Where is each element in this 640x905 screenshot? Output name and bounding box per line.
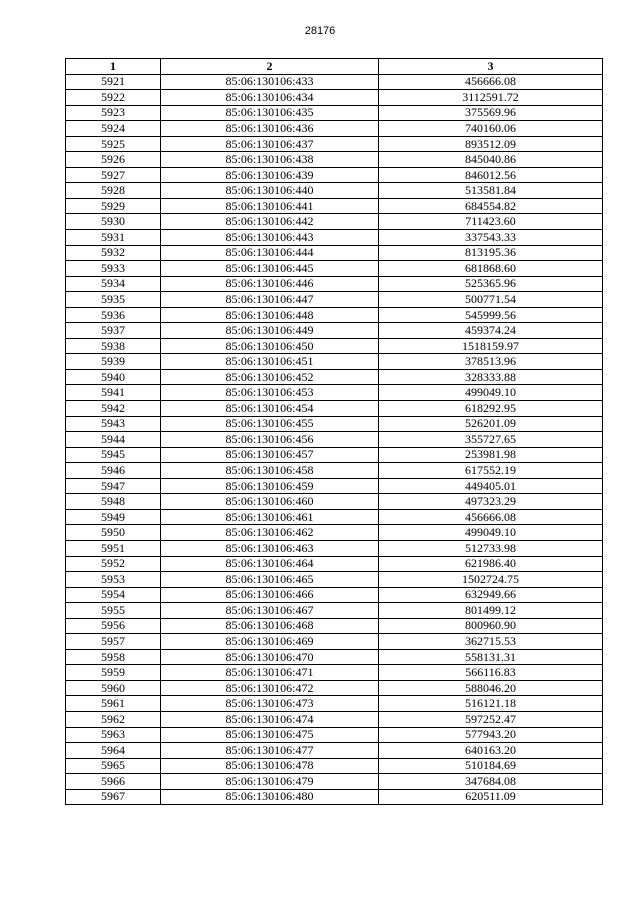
table-cell: 85:06:130106:479	[161, 774, 379, 790]
table-row	[66, 665, 603, 681]
table-cell: 681868.60	[379, 261, 603, 277]
table-cell: 85:06:130106:458	[161, 463, 379, 479]
table-row	[66, 494, 603, 510]
table-header-row	[66, 59, 603, 75]
table-cell: 85:06:130106:441	[161, 198, 379, 214]
table-cell: 1518159.97	[379, 338, 603, 354]
table-cell: 5925	[66, 136, 161, 152]
table-row	[66, 198, 603, 214]
table-cell: 5953	[66, 572, 161, 588]
table-cell: 800960.90	[379, 618, 603, 634]
table-cell: 526201.09	[379, 416, 603, 432]
table-row	[66, 680, 603, 696]
table-row	[66, 105, 603, 121]
table-cell: 85:06:130106:460	[161, 494, 379, 510]
table-cell: 456666.08	[379, 509, 603, 525]
table-cell: 85:06:130106:468	[161, 618, 379, 634]
table-cell: 5929	[66, 198, 161, 214]
table-cell: 5949	[66, 509, 161, 525]
table-cell: 499049.10	[379, 525, 603, 541]
table-row	[66, 292, 603, 308]
table-cell: 5928	[66, 183, 161, 199]
table-cell: 5966	[66, 774, 161, 790]
table-cell: 85:06:130106:445	[161, 261, 379, 277]
table-cell: 5946	[66, 463, 161, 479]
table-cell: 378513.96	[379, 354, 603, 370]
table-cell: 621986.40	[379, 556, 603, 572]
table-cell: 253981.98	[379, 447, 603, 463]
table-cell: 85:06:130106:469	[161, 634, 379, 650]
table-row	[66, 634, 603, 650]
table-cell: 618292.95	[379, 401, 603, 417]
table-cell: 85:06:130106:442	[161, 214, 379, 230]
table-cell: 5961	[66, 696, 161, 712]
table-cell: 5962	[66, 711, 161, 727]
table-cell: 85:06:130106:465	[161, 572, 379, 588]
table-cell: 5930	[66, 214, 161, 230]
table-cell: 375569.96	[379, 105, 603, 121]
table-cell: 545999.56	[379, 307, 603, 323]
table-cell: 5964	[66, 743, 161, 759]
table-cell: 5958	[66, 649, 161, 665]
table-cell: 85:06:130106:467	[161, 603, 379, 619]
table-cell: 588046.20	[379, 680, 603, 696]
table-row	[66, 74, 603, 90]
table-cell: 5959	[66, 665, 161, 681]
table-cell: 5938	[66, 338, 161, 354]
table-cell: 5926	[66, 152, 161, 168]
table-cell: 85:06:130106:475	[161, 727, 379, 743]
table-cell: 1502724.75	[379, 572, 603, 588]
table-row	[66, 323, 603, 339]
table-cell: 617552.19	[379, 463, 603, 479]
table-cell: 5960	[66, 680, 161, 696]
table-cell: 85:06:130106:444	[161, 245, 379, 261]
table-cell: 620511.09	[379, 789, 603, 805]
table-cell: 5936	[66, 307, 161, 323]
table-row	[66, 758, 603, 774]
table-row	[66, 121, 603, 137]
table-cell: 500771.54	[379, 292, 603, 308]
table-cell: 510184.69	[379, 758, 603, 774]
table-cell: 5923	[66, 105, 161, 121]
table-cell: 85:06:130106:470	[161, 649, 379, 665]
table-row	[66, 354, 603, 370]
table-cell: 5940	[66, 369, 161, 385]
table-row	[66, 711, 603, 727]
table-row	[66, 230, 603, 246]
table-cell: 5945	[66, 447, 161, 463]
table-cell: 5935	[66, 292, 161, 308]
table-row	[66, 587, 603, 603]
column-header: 3	[379, 59, 603, 75]
table-row	[66, 463, 603, 479]
data-table	[65, 58, 603, 805]
table-row	[66, 90, 603, 106]
table-cell: 5943	[66, 416, 161, 432]
table-cell: 5941	[66, 385, 161, 401]
table-cell: 5927	[66, 167, 161, 183]
table-cell: 85:06:130106:471	[161, 665, 379, 681]
table-row	[66, 649, 603, 665]
table-cell: 355727.65	[379, 432, 603, 448]
table-cell: 5933	[66, 261, 161, 277]
table-cell: 632949.66	[379, 587, 603, 603]
table-cell: 5932	[66, 245, 161, 261]
table-row	[66, 774, 603, 790]
table-cell: 893512.09	[379, 136, 603, 152]
table-row	[66, 385, 603, 401]
table-row	[66, 696, 603, 712]
table-row	[66, 307, 603, 323]
table-row	[66, 245, 603, 261]
table-cell: 85:06:130106:464	[161, 556, 379, 572]
table-row	[66, 509, 603, 525]
table-row	[66, 401, 603, 417]
table-cell: 85:06:130106:437	[161, 136, 379, 152]
table-row	[66, 261, 603, 277]
table-cell: 459374.24	[379, 323, 603, 339]
table-cell: 85:06:130106:477	[161, 743, 379, 759]
table-cell: 456666.08	[379, 74, 603, 90]
table-cell: 5942	[66, 401, 161, 417]
table-cell: 337543.33	[379, 230, 603, 246]
column-header: 2	[161, 59, 379, 75]
table-cell: 5944	[66, 432, 161, 448]
table-cell: 85:06:130106:454	[161, 401, 379, 417]
table-cell: 85:06:130106:455	[161, 416, 379, 432]
table-cell: 85:06:130106:459	[161, 478, 379, 494]
table-cell: 497323.29	[379, 494, 603, 510]
table-cell: 85:06:130106:438	[161, 152, 379, 168]
table-cell: 684554.82	[379, 198, 603, 214]
table-cell: 512733.98	[379, 540, 603, 556]
table-cell: 85:06:130106:474	[161, 711, 379, 727]
table-row	[66, 276, 603, 292]
table-cell: 5965	[66, 758, 161, 774]
table-cell: 85:06:130106:451	[161, 354, 379, 370]
table-cell: 5967	[66, 789, 161, 805]
table-row	[66, 727, 603, 743]
table-cell: 85:06:130106:433	[161, 74, 379, 90]
table-cell: 85:06:130106:448	[161, 307, 379, 323]
table-cell: 5937	[66, 323, 161, 339]
table-cell: 5947	[66, 478, 161, 494]
table-cell: 85:06:130106:447	[161, 292, 379, 308]
table-cell: 813195.36	[379, 245, 603, 261]
table-cell: 5952	[66, 556, 161, 572]
table-row	[66, 540, 603, 556]
table-cell: 85:06:130106:434	[161, 90, 379, 106]
table-row	[66, 416, 603, 432]
table-cell: 640163.20	[379, 743, 603, 759]
table-cell: 801499.12	[379, 603, 603, 619]
table-cell: 5934	[66, 276, 161, 292]
table-cell: 5950	[66, 525, 161, 541]
table-cell: 85:06:130106:462	[161, 525, 379, 541]
table-cell: 85:06:130106:457	[161, 447, 379, 463]
table-cell: 5954	[66, 587, 161, 603]
table-cell: 5939	[66, 354, 161, 370]
table-cell: 449405.01	[379, 478, 603, 494]
table-cell: 525365.96	[379, 276, 603, 292]
table-cell: 5955	[66, 603, 161, 619]
table-cell: 85:06:130106:435	[161, 105, 379, 121]
table-cell: 577943.20	[379, 727, 603, 743]
table-row	[66, 618, 603, 634]
table-cell: 85:06:130106:472	[161, 680, 379, 696]
table-cell: 597252.47	[379, 711, 603, 727]
table-cell: 846012.56	[379, 167, 603, 183]
table-row	[66, 525, 603, 541]
table-cell: 362715.53	[379, 634, 603, 650]
table-cell: 740160.06	[379, 121, 603, 137]
table-cell: 85:06:130106:436	[161, 121, 379, 137]
table-row	[66, 789, 603, 805]
table-cell: 5951	[66, 540, 161, 556]
table-cell: 711423.60	[379, 214, 603, 230]
table-cell: 85:06:130106:473	[161, 696, 379, 712]
table-row	[66, 369, 603, 385]
table-cell: 5963	[66, 727, 161, 743]
table-cell: 513581.84	[379, 183, 603, 199]
table-cell: 845040.86	[379, 152, 603, 168]
column-header: 1	[66, 59, 161, 75]
table-row	[66, 152, 603, 168]
table-cell: 85:06:130106:450	[161, 338, 379, 354]
table-cell: 85:06:130106:453	[161, 385, 379, 401]
table-row	[66, 743, 603, 759]
table-cell: 85:06:130106:466	[161, 587, 379, 603]
table-row	[66, 214, 603, 230]
table-cell: 85:06:130106:440	[161, 183, 379, 199]
table-body	[66, 74, 603, 805]
table-cell: 85:06:130106:443	[161, 230, 379, 246]
table-cell: 5921	[66, 74, 161, 90]
table-row	[66, 167, 603, 183]
table-cell: 5924	[66, 121, 161, 137]
table-row	[66, 572, 603, 588]
table-cell: 5957	[66, 634, 161, 650]
table-cell: 566116.83	[379, 665, 603, 681]
table-cell: 85:06:130106:478	[161, 758, 379, 774]
table-row	[66, 432, 603, 448]
table-row	[66, 556, 603, 572]
table-row	[66, 136, 603, 152]
table-cell: 85:06:130106:480	[161, 789, 379, 805]
table-cell: 85:06:130106:449	[161, 323, 379, 339]
table-cell: 85:06:130106:439	[161, 167, 379, 183]
page-number: 28176	[304, 25, 336, 37]
table-row	[66, 183, 603, 199]
table-cell: 5922	[66, 90, 161, 106]
table-cell: 5956	[66, 618, 161, 634]
table-cell: 5948	[66, 494, 161, 510]
table-cell: 558131.31	[379, 649, 603, 665]
table-cell: 328333.88	[379, 369, 603, 385]
table-cell: 3112591.72	[379, 90, 603, 106]
table-row	[66, 603, 603, 619]
table-cell: 85:06:130106:456	[161, 432, 379, 448]
table-cell: 85:06:130106:461	[161, 509, 379, 525]
table-cell: 85:06:130106:463	[161, 540, 379, 556]
table-cell: 347684.08	[379, 774, 603, 790]
table-row	[66, 478, 603, 494]
table-cell: 516121.18	[379, 696, 603, 712]
table-row	[66, 338, 603, 354]
table-cell: 499049.10	[379, 385, 603, 401]
table-cell: 85:06:130106:452	[161, 369, 379, 385]
table-cell: 5931	[66, 230, 161, 246]
table-cell: 85:06:130106:446	[161, 276, 379, 292]
table-row	[66, 447, 603, 463]
